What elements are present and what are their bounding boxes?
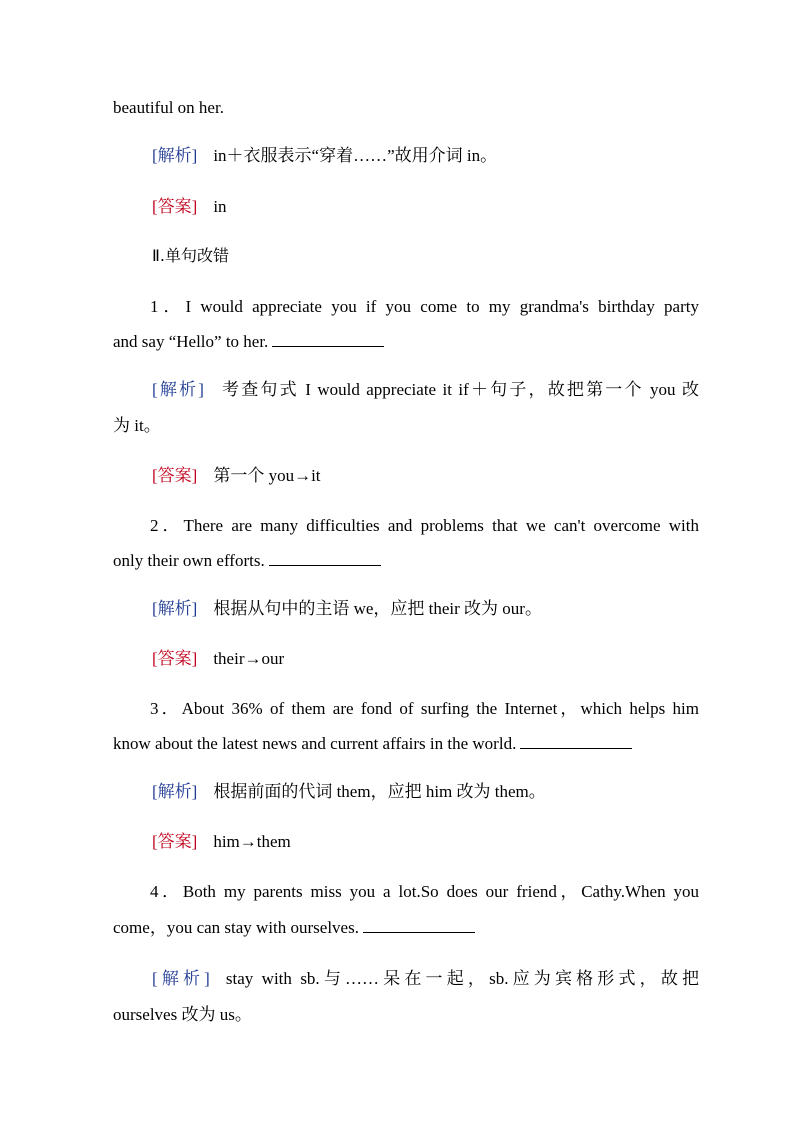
answer-3-text: him→them bbox=[213, 832, 291, 851]
question-2-text: only their own efforts. bbox=[113, 551, 265, 570]
answer-3-line bbox=[152, 824, 291, 859]
answer-tag: [答案] bbox=[152, 832, 198, 851]
analysis-1-line-1 bbox=[152, 372, 699, 407]
question-1-line-2 bbox=[113, 324, 384, 359]
question-2-line-1: 2．There are many difficulties and problems that we can't overcome with bbox=[150, 516, 699, 535]
answer-blank bbox=[520, 734, 632, 749]
answer-blank bbox=[363, 918, 475, 933]
analysis-1-line-2: 为 it。 bbox=[113, 416, 161, 435]
analysis-4-text: stay with sb.与……呆在一起，sb.应为宾格形式，故把 bbox=[225, 969, 700, 988]
answer-tag: [答案] bbox=[152, 649, 198, 668]
analysis-text: in＋衣服表示“穿着……”故用介词 in。 bbox=[213, 146, 498, 165]
answer-tag: [答案] bbox=[152, 197, 198, 216]
answer-blank bbox=[272, 332, 384, 347]
question-3-line-2 bbox=[113, 726, 632, 761]
answer-tag: [答案] bbox=[152, 466, 198, 485]
analysis-3-line bbox=[152, 774, 546, 809]
analysis-3-text: 根据前面的代词 them，应把 him 改为 them。 bbox=[213, 782, 546, 801]
question-2-line-2 bbox=[113, 543, 381, 578]
analysis-4-line-2: ourselves 改为 us。 bbox=[113, 1005, 252, 1024]
answer-2-text: their→our bbox=[213, 649, 285, 668]
question-3-line-1: 3．About 36% of them are fond of surfing the Internet，which helps him bbox=[150, 699, 699, 718]
analysis-2-text: 根据从句中的主语 we，应把 their 改为 our。 bbox=[213, 599, 542, 618]
intro-line: beautiful on her. bbox=[113, 98, 224, 117]
question-3-text: know about the latest news and current affairs in the world. bbox=[113, 734, 517, 753]
answer-text: in bbox=[213, 197, 227, 216]
answer-2-line bbox=[152, 641, 284, 676]
analysis-tag: [解析] bbox=[152, 146, 198, 165]
question-4-line-1: 4．Both my parents miss you a lot.So does our friend，Cathy.When you bbox=[150, 882, 699, 901]
analysis-tag: [解析] bbox=[152, 599, 198, 618]
question-1-line-1: 1．I would appreciate you if you come to my grandma's birthday party bbox=[150, 297, 699, 316]
question-4-line-2 bbox=[113, 910, 475, 945]
analysis-tag: [解析] bbox=[152, 380, 204, 399]
question-4-text: come，you can stay with ourselves. bbox=[113, 918, 359, 937]
answer-1-text: 第一个 you→it bbox=[213, 466, 321, 485]
answer-line bbox=[152, 189, 227, 224]
question-1-text: and say “Hello” to her. bbox=[113, 332, 269, 351]
analysis-tag: [解析] bbox=[152, 969, 210, 988]
analysis-1-text: 考查句式 I would appreciate it if＋句子，故把第一个 you 改 bbox=[219, 380, 699, 399]
analysis-4-line-1 bbox=[152, 961, 699, 996]
answer-blank bbox=[269, 551, 381, 566]
analysis-2-line bbox=[152, 591, 542, 626]
section-title: Ⅱ.单句改错 bbox=[152, 246, 229, 265]
analysis-tag: [解析] bbox=[152, 782, 198, 801]
analysis-line bbox=[152, 138, 497, 173]
answer-1-line bbox=[152, 458, 321, 493]
